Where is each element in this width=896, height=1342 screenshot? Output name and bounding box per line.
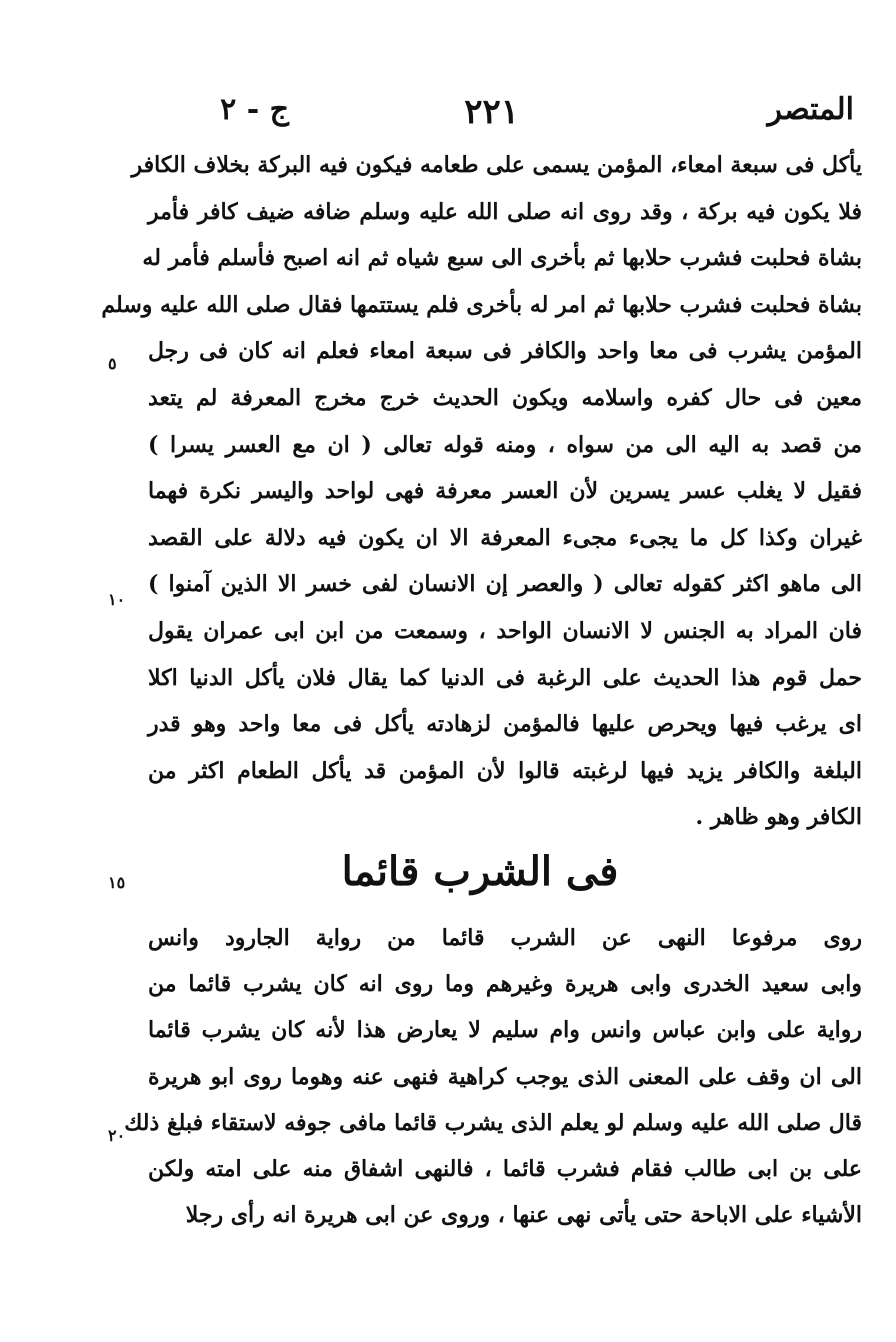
text-line: فقيل لا يغلب عسر يسرين لأن العسر معرفة فهى لواحد واليسر نكرة فهما (148, 478, 862, 505)
text-line: وابى سعيد الخدرى وابى هريرة وغيرهم وما روى انه كان يشرب قائما من (148, 971, 862, 998)
text-line: بشاة فحلبت فشرب حلابها ثم امر له بأخرى فلم يستتمها فقال صلى الله عليه وسلم (101, 291, 862, 318)
page-header (160, 92, 854, 148)
text-line: بشاة فحلبت فشرب حلابها ثم بأخرى الى سبع شياه ثم انه اصبح فأسلم فأمر له (142, 245, 862, 272)
text-line: الكافر وهو ظاهر . (695, 804, 862, 831)
text-line: قال صلى الله عليه وسلم لو يعلم الذى يشرب قائما مافى جوفه لاستقاء فبلغ ذلك (124, 1109, 862, 1136)
section-heading: فى الشرب قائما (341, 848, 619, 895)
book-title: المتصر (767, 92, 854, 127)
line-number-10: ١٠ (108, 590, 126, 609)
text-line: الأشياء على الاباحة حتى يأتى نهى عنها ، وروى عن ابى هريرة انه رأى رجلا (185, 1202, 862, 1229)
text-line: فلا يكون فيه بركة ، وقد روى انه صلى الله عليه وسلم ضافه ضيف كافر فأمر (148, 198, 862, 225)
volume-label: ج - ٢ (220, 92, 289, 127)
text-line: الى ان وقف على المعنى الذى يوجب كراهية فنهى عنه وهوما روى ابو هريرة (148, 1063, 862, 1090)
text-line: رواية على وابن عباس وانس وام سليم لا يعارض هذا لأنه كان يشرب قائما (148, 1017, 862, 1044)
line-number-15: ١٥ (108, 873, 126, 892)
text-line: معين فى حال كفره واسلامه ويكون الحديث خرج مخرج المعرفة لم يتعد (148, 385, 862, 411)
text-line: روى مرفوعا النهى عن الشرب قائما من رواية الجارود وانس (148, 925, 862, 951)
text-line: المؤمن يشرب فى معا واحد والكافر فى سبعة امعاء فعلم انه كان فى رجل (148, 338, 862, 365)
text-block-2 (124, 925, 862, 1245)
text-line: البلغة والكافر يزيد فيها لرغبته قالوا لأن المؤمن قد يأكل الطعام اكثر من (148, 757, 862, 784)
line-number-20: ٢٠ (108, 1126, 126, 1145)
text-line: من قصد به اليه الى من سواه ، ومنه قوله تعالى ( ان مع العسر يسرا ) (148, 431, 862, 458)
page-number: ٢٢١ (464, 92, 519, 132)
text-line: اى يرغب فيها ويحرص عليها فالمؤمن لزهادته يأكل فى معا واحد وهو قدر (148, 711, 862, 738)
text-line: الى ماهو اكثر كقوله تعالى ( والعصر إن الانسان لفى خسر الا الذين آمنوا ) (148, 571, 862, 598)
text-line: يأكل فى سبعة امعاء، المؤمن يسمى على طعامه فيكون فيه البركة بخلاف الكافر (131, 152, 862, 178)
line-number-5: ٥ (108, 354, 117, 373)
text-line: فان المراد به الجنس لا الانسان الواحد ، وسمعت من ابن ابى عمران يقول (148, 618, 862, 644)
text-line: على بن ابى طالب فقام فشرب قائما ، فالنهى اشفاق منه على امته ولكن (148, 1156, 862, 1182)
text-line: حمل قوم هذا الحديث على الرغبة فى الدنيا كما يقال فلان يأكل الدنيا اكلا (148, 664, 862, 691)
text-line: غيران وكذا كل ما يجىء مجىء المعرفة الا ان يكون فيه دلالة على القصد (148, 524, 862, 551)
